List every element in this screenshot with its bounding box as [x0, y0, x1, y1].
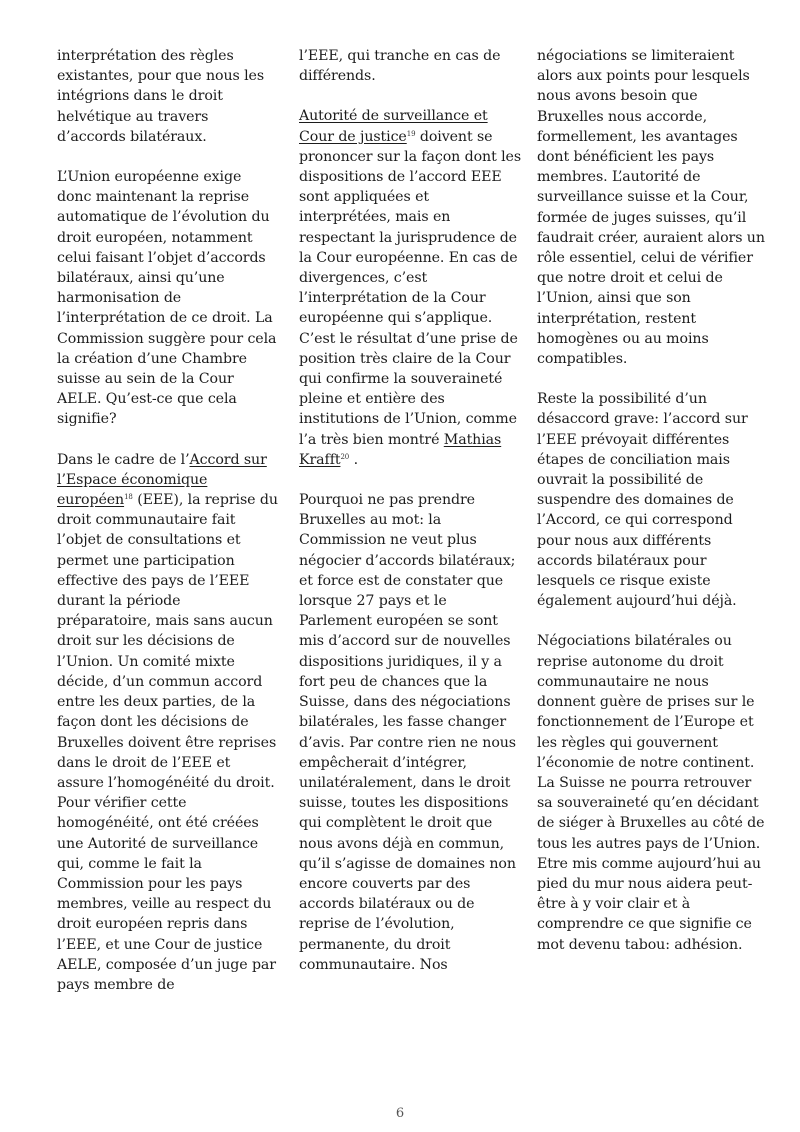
text-run: doivent se prononcer sur la façon dont les dispositions de l’accord EEE sont appliquées et interprétées, mais en respectant la jurisprudence de la Cour européenne. En cas de divergences, c’est l’interprétation de la Cour européenne qui s’applique. C’est le résultat d’une prise de position très claire de la Cour qui confirme la souveraineté pleine et entière des institutions de l’Union, comme l’a très bien montré [299, 128, 522, 448]
link-accord-eee[interactable]: Accord sur l’Espace économique européen [57, 451, 267, 509]
text-run: (EEE), la reprise du droit communautaire fait l’objet de consultations et permet une participation effective des pays de l’EEE durant la période préparatoire, mais sans aucun droit sur les décisions de l’Union. Un comité mixte décide, d’un commun accord entre les deux parties, de la façon dont les décisions de Bruxelles doivent être reprises dans le droit de l’EEE et assure l’homogénéité du droit. Pour vérifier cette homogénéité, ont été créées une Autorité de surveillance qui, comme le fait la Commission pour les pays membres, veille au respect du droit européen repris dans l’EEE, et une Cour de justice AELE, composée d’un juge par pays membre de [57, 492, 278, 993]
footnote-ref[interactable]: 19 [406, 129, 416, 138]
paragraph: l’EEE, qui tranche en cas de différends. [299, 48, 501, 85]
text-run: . [349, 451, 358, 468]
page-number: 6 [395, 1106, 405, 1121]
link-autorite-cour[interactable]: Autorité de surveillance et Cour de justice [299, 108, 488, 145]
paragraph: négociations se limiteraient alors aux points pour lesquels nous avons besoin que Bruxelles nous accorde, formellement, les avantages dont bénéficient les pays membres. L’autorité de surveillance suisse et la Cour, formée de juges suisses, qu’il faudrait créer, auraient alors un rôle essentiel, celui de vérifier que notre droit et celui de l’Union, ainsi que son interprétation, restent homogènes ou au moins compatibles. [537, 48, 765, 368]
paragraph: L’Union européenne exige donc maintenant la reprise automatique de l’évolution du droit européen, notamment celui faisant l’objet d’accords bilatéraux, ainsi qu’une harmonisation de l’interprétation de ce droit. La Commission suggère pour cela la création d’une Chambre suisse au sein de la Cour AELE. Qu’est-ce que cela signifie? [57, 169, 277, 428]
paragraph [57, 450, 279, 995]
paragraph: Pourquoi ne pas prendre Bruxelles au mot: la Commission ne veut plus négocier d’accords bilatéraux; et force est de constater que lorsque 27 pays et le Parlement européen se sont mis d’accord sur de nouvelles dispositions juridiques, il y a fort peu de chances que la Suisse, dans des négociations bilatérales, les fasse changer d’avis. Par contre rien ne nous empêcherait d’intégrer, unilatéralement, dans le droit suisse, toutes les dispositions qui complètent le droit que nous avons déjà en commun, qu’il s’agisse de domaines non encore couverts par des accords bilatéraux ou de reprise de l’évolution, permanente, du droit communautaire. Nos [299, 492, 516, 973]
paragraph: Négociations bilatérales ou reprise autonome du droit communautaire ne nous donnent guère de prises sur le fonctionnement de l’Europe et les règles qui gouvernent l’économie de notre continent. La Suisse ne pourra retrouver sa souveraineté qu’en décidant de siéger à Bruxelles au côté de tous les autres pays de l’Union. Etre mis comme aujourd’hui au pied du mur nous aidera peut-être à y voir clair et à comprendre ce que signifie ce mot devenu tabou: adhésion. [537, 633, 765, 953]
paragraph: Reste la possibilité d’un désaccord grave: l’accord sur l’EEE prévoyait différentes étapes de conciliation mais ouvrait la possibilité de suspendre des domaines de l’Accord, ce qui correspond pour nous aux différents accords bilatéraux pour lesquels ce risque existe également aujourd’hui déjà. [537, 391, 748, 610]
text-column-1 [57, 46, 279, 1015]
text-run: Dans le cadre de l’ [57, 451, 190, 468]
footnote-ref[interactable]: 18 [124, 493, 133, 502]
paragraph [299, 106, 521, 470]
paragraph: interprétation des règles existantes, pour que nous les intégrions dans le droit helvétique au travers d’accords bilatéraux. [57, 48, 265, 145]
text-column-2 [299, 46, 521, 995]
footnote-ref[interactable]: 20 [340, 452, 350, 461]
link-mathias-krafft[interactable]: Mathias Krafft [299, 431, 502, 468]
text-column-3 [537, 46, 767, 975]
